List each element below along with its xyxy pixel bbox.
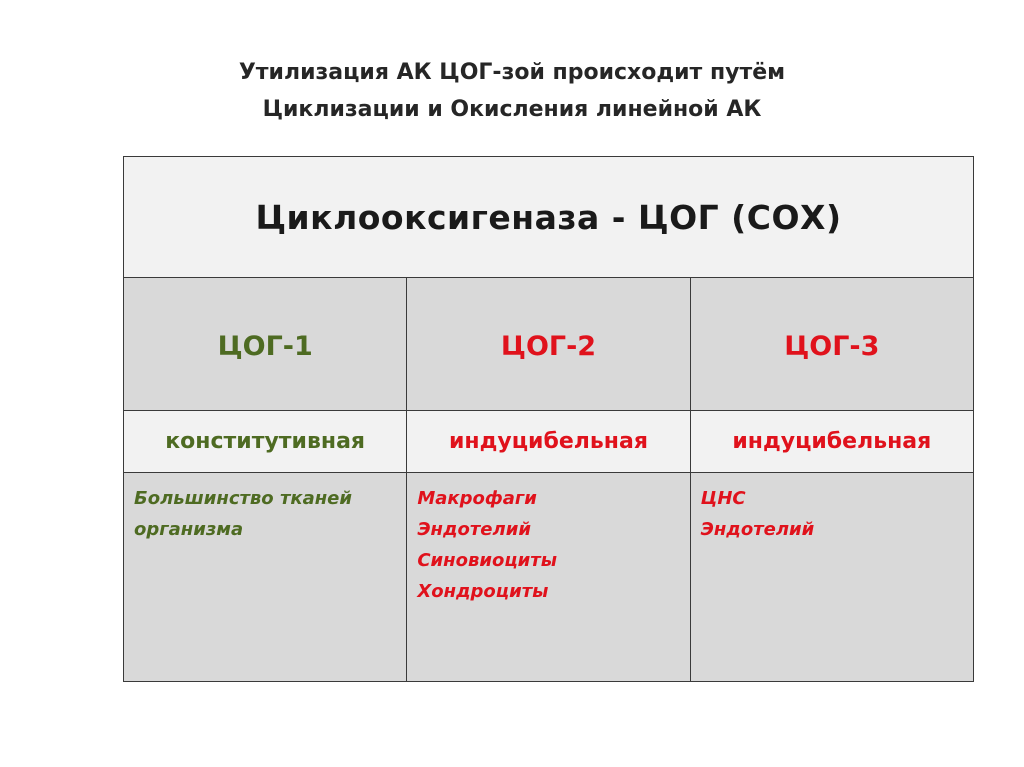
tissue-item: ЦНС <box>700 488 746 509</box>
isoform-name-cox2: ЦОГ-2 <box>500 330 597 362</box>
slide-title-line-2: Циклизации и Окисления линейной АК <box>262 97 762 122</box>
tissue-item: Синовиоциты <box>417 550 557 571</box>
type-cell-cox2 <box>407 411 690 473</box>
table-header-cell <box>124 157 974 278</box>
isoform-cell-cox2 <box>407 278 690 411</box>
tissue-cell-cox1 <box>124 473 407 682</box>
type-label-cox1: конститутивная <box>165 429 366 454</box>
table-header-row <box>124 157 974 278</box>
slide-title-line-1: Утилизация АК ЦОГ-зой происходит путём <box>238 60 786 85</box>
tissue-item: Макрофаги <box>417 488 537 509</box>
tissue-item: организма <box>134 519 244 540</box>
isoform-row <box>124 278 974 411</box>
isoform-name-cox3: ЦОГ-3 <box>784 330 880 362</box>
type-cell-cox3 <box>690 411 973 473</box>
tissue-cell-cox2 <box>407 473 690 682</box>
cox-table <box>123 156 974 682</box>
tissue-item: Большинство тканей <box>134 488 352 509</box>
slide-title <box>0 54 1024 128</box>
cox-header-text: Циклооксигеназа - ЦОГ (СОХ) <box>255 197 842 237</box>
tissue-item: Эндотелий <box>417 519 531 540</box>
type-label-cox2: индуцибельная <box>449 429 648 454</box>
tissue-row <box>124 473 974 682</box>
tissue-item: Хондроциты <box>417 581 549 602</box>
type-label-cox3: индуцибельная <box>732 429 932 454</box>
isoform-cell-cox1 <box>124 278 407 411</box>
type-cell-cox1 <box>124 411 407 473</box>
tissue-cell-cox3 <box>690 473 973 682</box>
type-row <box>124 411 974 473</box>
isoform-cell-cox3 <box>690 278 973 411</box>
isoform-name-cox1: ЦОГ-1 <box>217 330 313 362</box>
tissue-item: Эндотелий <box>700 519 815 540</box>
